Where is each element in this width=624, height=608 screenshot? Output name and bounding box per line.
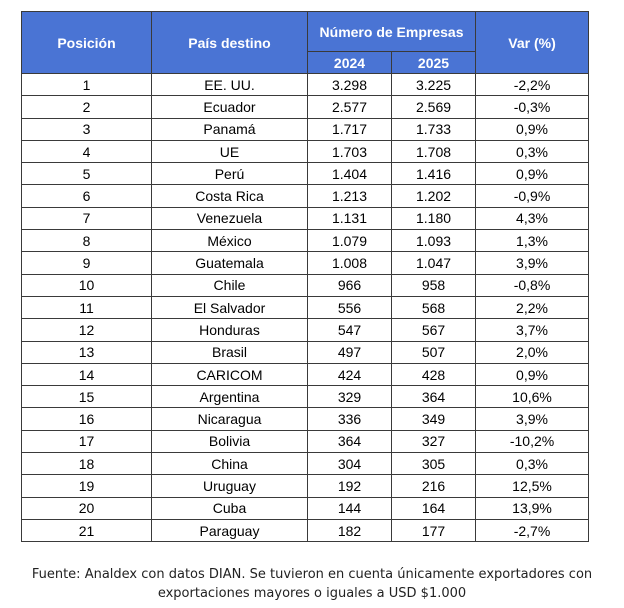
- cell-country: China: [152, 453, 308, 475]
- cell-companies-2024: 497: [308, 341, 392, 363]
- table-row: [22, 163, 589, 185]
- cell-position: 14: [22, 363, 152, 385]
- cell-variation: -2,2%: [476, 74, 589, 96]
- cell-companies-2024: 424: [308, 363, 392, 385]
- cell-variation: -10,2%: [476, 430, 589, 452]
- cell-companies-2025: 177: [392, 519, 476, 541]
- header-position: Posición: [22, 12, 152, 74]
- cell-variation: 3,7%: [476, 319, 589, 341]
- cell-companies-2025: 164: [392, 497, 476, 519]
- cell-country: UE: [152, 140, 308, 162]
- cell-companies-2025: 349: [392, 408, 476, 430]
- cell-country: EE. UU.: [152, 74, 308, 96]
- cell-variation: 10,6%: [476, 386, 589, 408]
- cell-country: Venezuela: [152, 207, 308, 229]
- cell-variation: 0,3%: [476, 140, 589, 162]
- cell-companies-2025: 1.047: [392, 252, 476, 274]
- cell-position: 16: [22, 408, 152, 430]
- source-note: Fuente: Analdex con datos DIAN. Se tuvieron en cuenta únicamente exportadores con exportaciones mayores o iguales a USD $1.000: [31, 567, 593, 601]
- cell-variation: 0,9%: [476, 363, 589, 385]
- cell-companies-2025: 1.733: [392, 118, 476, 140]
- table-row: [22, 252, 589, 274]
- header-country: País destino: [152, 12, 308, 74]
- table-row: [22, 386, 589, 408]
- table-row: [22, 363, 589, 385]
- cell-variation: 0,9%: [476, 118, 589, 140]
- cell-companies-2024: 336: [308, 408, 392, 430]
- cell-variation: -0,9%: [476, 185, 589, 207]
- cell-companies-2024: 966: [308, 274, 392, 296]
- cell-position: 1: [22, 74, 152, 96]
- cell-country: Brasil: [152, 341, 308, 363]
- cell-position: 15: [22, 386, 152, 408]
- header-variation: Var (%): [476, 12, 589, 74]
- cell-country: Uruguay: [152, 475, 308, 497]
- cell-companies-2025: 568: [392, 296, 476, 318]
- cell-variation: 13,9%: [476, 497, 589, 519]
- cell-position: 19: [22, 475, 152, 497]
- cell-position: 5: [22, 163, 152, 185]
- header-year-2024: 2024: [308, 52, 392, 74]
- cell-position: 7: [22, 207, 152, 229]
- companies-by-destination-table-container: [21, 11, 588, 542]
- cell-companies-2025: 3.225: [392, 74, 476, 96]
- table-row: [22, 74, 589, 96]
- cell-companies-2025: 2.569: [392, 96, 476, 118]
- cell-companies-2025: 1.180: [392, 207, 476, 229]
- cell-companies-2025: 428: [392, 363, 476, 385]
- cell-position: 6: [22, 185, 152, 207]
- table-row: [22, 185, 589, 207]
- cell-country: Costa Rica: [152, 185, 308, 207]
- table-row: [22, 475, 589, 497]
- table-row: [22, 430, 589, 452]
- cell-position: 10: [22, 274, 152, 296]
- cell-country: Cuba: [152, 497, 308, 519]
- cell-companies-2024: 144: [308, 497, 392, 519]
- cell-position: 3: [22, 118, 152, 140]
- cell-companies-2025: 1.093: [392, 230, 476, 252]
- cell-companies-2024: 3.298: [308, 74, 392, 96]
- cell-companies-2024: 329: [308, 386, 392, 408]
- cell-variation: 1,3%: [476, 230, 589, 252]
- header-year-2025: 2025: [392, 52, 476, 74]
- cell-companies-2025: 1.202: [392, 185, 476, 207]
- cell-variation: 0,3%: [476, 453, 589, 475]
- table-row: [22, 230, 589, 252]
- table-row: [22, 207, 589, 229]
- cell-companies-2024: 2.577: [308, 96, 392, 118]
- table-row: [22, 140, 589, 162]
- cell-position: 2: [22, 96, 152, 118]
- cell-companies-2025: 305: [392, 453, 476, 475]
- cell-position: 9: [22, 252, 152, 274]
- cell-country: Honduras: [152, 319, 308, 341]
- cell-companies-2025: 1.416: [392, 163, 476, 185]
- cell-country: Argentina: [152, 386, 308, 408]
- cell-companies-2025: 327: [392, 430, 476, 452]
- cell-country: Nicaragua: [152, 408, 308, 430]
- cell-position: 21: [22, 519, 152, 541]
- cell-companies-2025: 567: [392, 319, 476, 341]
- cell-variation: -2,7%: [476, 519, 589, 541]
- cell-variation: 2,0%: [476, 341, 589, 363]
- cell-variation: 3,9%: [476, 408, 589, 430]
- cell-companies-2024: 1.008: [308, 252, 392, 274]
- cell-companies-2025: 364: [392, 386, 476, 408]
- table-row: [22, 296, 589, 318]
- cell-position: 17: [22, 430, 152, 452]
- header-row-top: [22, 12, 589, 52]
- cell-variation: 0,9%: [476, 163, 589, 185]
- cell-country: El Salvador: [152, 296, 308, 318]
- cell-country: Ecuador: [152, 96, 308, 118]
- cell-country: Panamá: [152, 118, 308, 140]
- cell-country: CARICOM: [152, 363, 308, 385]
- cell-companies-2024: 1.703: [308, 140, 392, 162]
- cell-country: Guatemala: [152, 252, 308, 274]
- cell-country: Perú: [152, 163, 308, 185]
- cell-companies-2024: 1.717: [308, 118, 392, 140]
- cell-companies-2025: 1.708: [392, 140, 476, 162]
- cell-position: 8: [22, 230, 152, 252]
- header-companies-group: Número de Empresas: [308, 12, 476, 52]
- cell-position: 20: [22, 497, 152, 519]
- cell-companies-2024: 364: [308, 430, 392, 452]
- cell-companies-2024: 182: [308, 519, 392, 541]
- cell-companies-2024: 1.079: [308, 230, 392, 252]
- cell-companies-2024: 192: [308, 475, 392, 497]
- table-row: [22, 408, 589, 430]
- cell-companies-2024: 556: [308, 296, 392, 318]
- table-row: [22, 453, 589, 475]
- cell-companies-2025: 958: [392, 274, 476, 296]
- cell-variation: 2,2%: [476, 296, 589, 318]
- table-row: [22, 319, 589, 341]
- cell-country: Chile: [152, 274, 308, 296]
- cell-companies-2025: 216: [392, 475, 476, 497]
- cell-companies-2024: 304: [308, 453, 392, 475]
- table-row: [22, 341, 589, 363]
- cell-position: 18: [22, 453, 152, 475]
- cell-variation: 3,9%: [476, 252, 589, 274]
- cell-companies-2024: 1.213: [308, 185, 392, 207]
- cell-variation: -0,3%: [476, 96, 589, 118]
- cell-position: 12: [22, 319, 152, 341]
- table-row: [22, 519, 589, 541]
- companies-by-destination-table: [21, 11, 589, 542]
- table-row: [22, 497, 589, 519]
- cell-position: 4: [22, 140, 152, 162]
- table-row: [22, 118, 589, 140]
- cell-companies-2024: 1.404: [308, 163, 392, 185]
- cell-position: 11: [22, 296, 152, 318]
- cell-country: Bolivia: [152, 430, 308, 452]
- cell-companies-2024: 1.131: [308, 207, 392, 229]
- cell-position: 13: [22, 341, 152, 363]
- cell-companies-2024: 547: [308, 319, 392, 341]
- cell-companies-2025: 507: [392, 341, 476, 363]
- table-body: [22, 74, 589, 542]
- table-row: [22, 96, 589, 118]
- cell-country: México: [152, 230, 308, 252]
- cell-variation: -0,8%: [476, 274, 589, 296]
- cell-variation: 4,3%: [476, 207, 589, 229]
- table-row: [22, 274, 589, 296]
- cell-country: Paraguay: [152, 519, 308, 541]
- cell-variation: 12,5%: [476, 475, 589, 497]
